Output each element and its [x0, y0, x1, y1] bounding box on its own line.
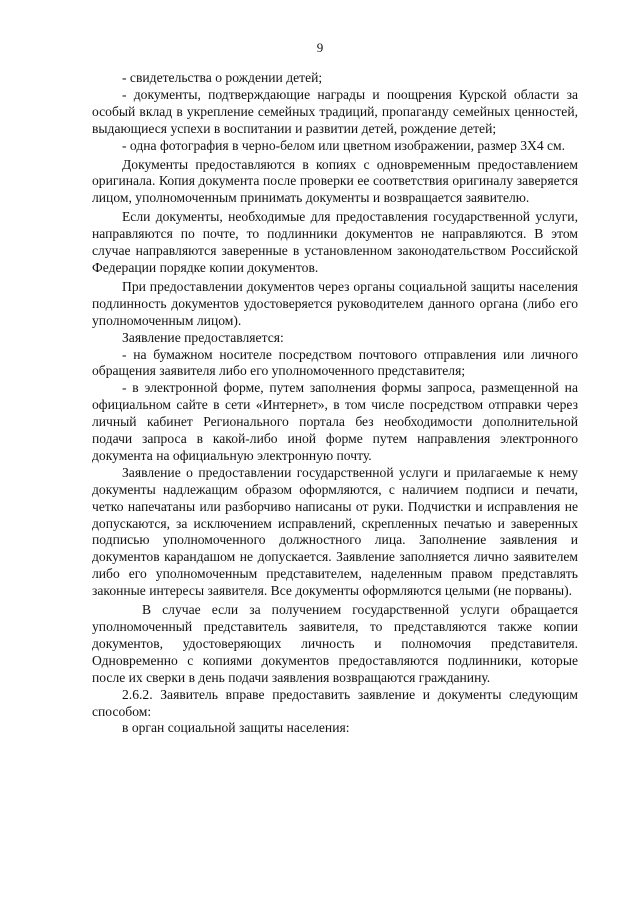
page-number: 9 — [316, 40, 324, 55]
document-body — [92, 70, 578, 737]
paragraph-awards-documents: - документы, подтверждающие награды и поощрения Курской области за особый вклад в укрепление семейных традиций, пропаганду семейных ценностей, выдающиеся успехи в воспитании и развитии детей, рождение детей; — [92, 86, 578, 136]
paragraph-copies: Документы предоставляются в копиях с одновременным предоставлением оригинала. Копия документа после проверки ее соответствия оригиналу заверяется лицом, уполномоченным принимать документы и возвращается заявителю. — [92, 156, 578, 206]
paragraph-representative: В случае если за получением государственной услуги обращается уполномоченный представитель заявителя, то представляются также копии документов, удостоверяющих личность и полномочия представителя. Одновременно с копиями документов предоставляются подлинники, которые после их сверки в день подачи заявления возвращаются гражданину. — [92, 602, 578, 685]
paragraph-2-6-2: 2.6.2. Заявитель вправе предоставить заявление и документы следующим способом: — [92, 686, 578, 719]
paragraph-application-requirements: Заявление о предоставлении государственной услуги и прилагаемые к нему документы надлежащим образом оформляются, с наличием подписи и печати, четко напечатаны или разборчиво написаны от руки. Подчистки и исправления не допускаются, за исключением исправлений, скрепленных печатью и заверенных подписью уполномоченного должностного лица. Заполнение заявления и документов карандашом не допускается. Заявление заполняется лично заявителем либо его уполномоченным представителем, наделенным правом представлять законные интересы заявителя. Все документы оформляются целыми (не порваны). — [92, 464, 578, 599]
paragraph-photo: - одна фотография в черно-белом или цветном изображении, размер 3Х4 см. — [122, 137, 566, 153]
paragraph-electronic-form: - в электронной форме, путем заполнения формы запроса, размещенной на официальном сайте в сети «Интернет», в том числе посредством отправки через личный кабинет Регионального портала без необходимости дополнительной подачи запроса в какой-либо иной форме путем направления электронного документа на официальную электронную почту. — [92, 380, 578, 463]
paragraph-birth-certificates: - свидетельства о рождении детей; — [122, 70, 323, 85]
paragraph-mail: Если документы, необходимые для предоставления государственной услуги, направляются по почте, то подлинники документов не направляются. В этом случае направляются заверенные в установленном законодательством Российской Федерации порядке копии документов. — [92, 209, 578, 275]
paragraph-application-intro: Заявление предоставляется: — [122, 329, 284, 345]
paragraph-social-protection-body: в орган социальной защиты населения: — [122, 720, 350, 736]
paragraph-paper-form: - на бумажном носителе посредством почтового отправления или личного обращения заявителя либо его уполномоченного представителя; — [92, 346, 578, 379]
paragraph-social-protection: При предоставлении документов через органы социальной защиты населения подлинность документов удостоверяется руководителем данного органа (либо его уполномоченным лицом). — [92, 278, 578, 328]
